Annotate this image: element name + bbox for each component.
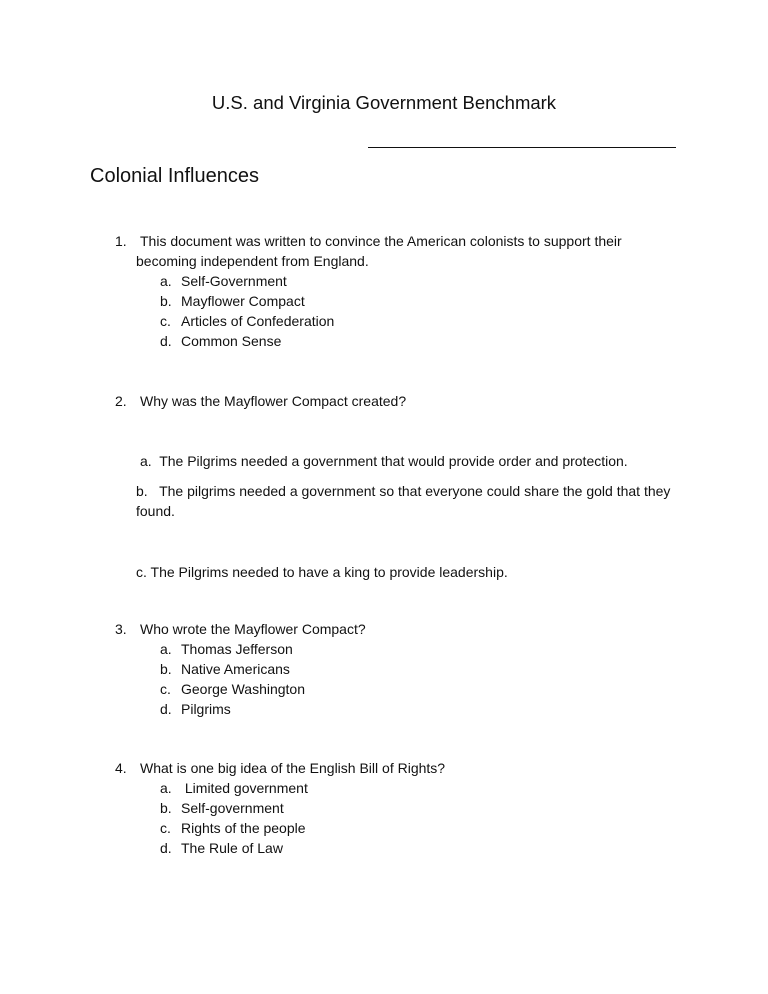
- option-letter: c.: [160, 681, 171, 697]
- option-letter: b.: [160, 661, 172, 677]
- option-text: c. The Pilgrims needed to have a king to provide leadership.: [136, 564, 508, 580]
- question-number: 2.: [115, 393, 127, 409]
- question-number: 3.: [115, 621, 127, 637]
- option-letter: a.: [160, 273, 172, 289]
- question-text: What is one big idea of the English Bill of Rights?: [140, 760, 446, 776]
- option-text: Mayflower Compact: [181, 293, 305, 309]
- option-text: found.: [136, 503, 175, 519]
- option-letter: d.: [160, 701, 172, 717]
- question-text: becoming independent from England.: [136, 253, 369, 269]
- option-letter: b.: [160, 293, 172, 309]
- option-text: Common Sense: [181, 333, 282, 349]
- question-number: 4.: [115, 760, 127, 776]
- option-text: The Rule of Law: [181, 840, 283, 856]
- option-text: Self-Government: [181, 273, 287, 289]
- option-text: Articles of Confederation: [181, 313, 335, 329]
- option-letter: a.: [160, 641, 172, 657]
- question-number: 1.: [115, 233, 127, 249]
- option-text: George Washington: [181, 681, 305, 697]
- option-letter: d.: [160, 840, 172, 856]
- option-letter: b.: [160, 800, 172, 816]
- name-blank-line: [368, 147, 676, 148]
- question-text: This document was written to convince the American colonists to support their: [140, 233, 622, 249]
- option-text: Self-government: [181, 800, 284, 816]
- option-text: b. The pilgrims needed a government so that everyone could share the gold that they: [136, 483, 671, 499]
- option-text: Thomas Jefferson: [181, 641, 293, 657]
- option-text: a. The Pilgrims needed a government that would provide order and protection.: [140, 453, 628, 469]
- section-heading: Colonial Influences: [90, 165, 259, 187]
- option-text: Pilgrims: [181, 701, 231, 717]
- option-letter: a.: [160, 780, 172, 796]
- question-text: Who wrote the Mayflower Compact?: [140, 621, 366, 637]
- option-letter: c.: [160, 820, 171, 836]
- document-title: U.S. and Virginia Government Benchmark: [211, 92, 557, 113]
- option-text: Native Americans: [181, 661, 290, 677]
- option-text: Limited government: [181, 780, 308, 796]
- option-letter: c.: [160, 313, 171, 329]
- option-letter: d.: [160, 333, 172, 349]
- question-text: Why was the Mayflower Compact created?: [140, 393, 407, 409]
- option-text: Rights of the people: [181, 820, 306, 836]
